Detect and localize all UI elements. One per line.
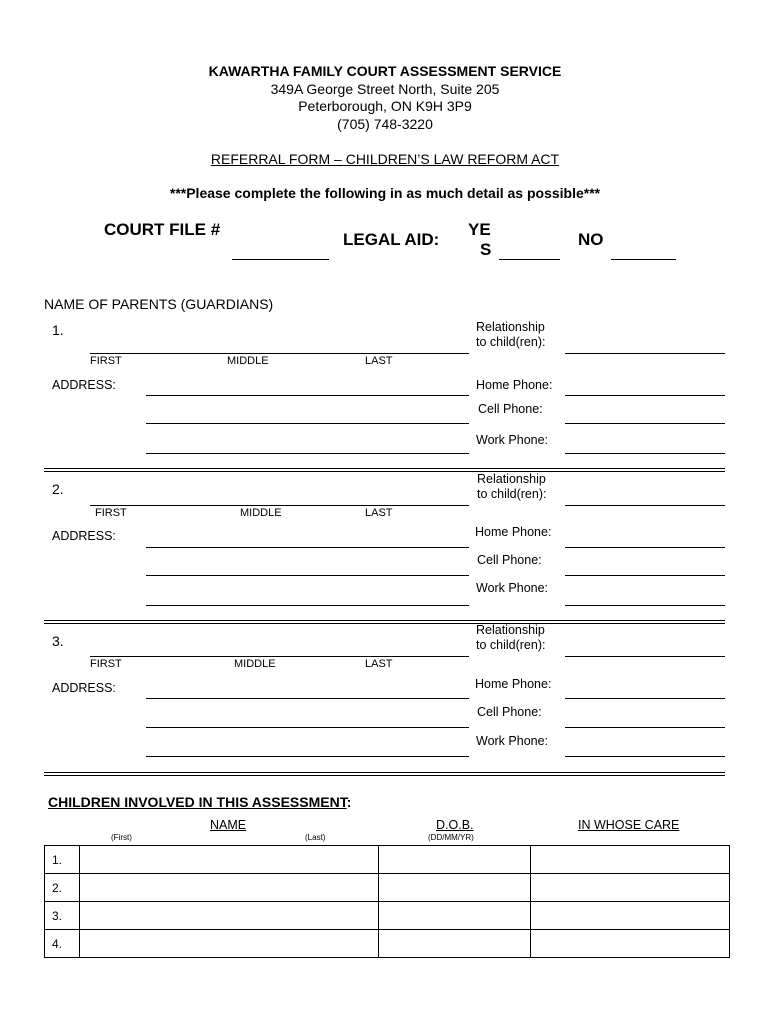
child-name-cell[interactable] — [79, 930, 378, 958]
form-title: REFERRAL FORM – CHILDREN’S LAW REFORM ACT — [210, 151, 560, 167]
dob-format-sublabel: (DD/MM/YR) — [428, 833, 474, 842]
work-phone-field[interactable] — [565, 605, 725, 606]
child-dob-cell[interactable] — [378, 846, 531, 874]
middle-name-label: MIDDLE — [234, 658, 276, 670]
parent-name-field[interactable] — [90, 353, 469, 354]
cell-phone-field[interactable] — [565, 727, 725, 728]
middle-name-label: MIDDLE — [227, 355, 269, 367]
relationship-label: Relationship — [477, 472, 546, 486]
home-phone-label: Home Phone: — [475, 525, 552, 539]
address-field-line2[interactable] — [146, 727, 469, 728]
child-name-cell[interactable] — [79, 874, 378, 902]
relationship-label: Relationship — [476, 320, 545, 334]
children-section-colon: : — [346, 794, 352, 810]
table-row — [45, 846, 730, 874]
first-name-sublabel: (First) — [111, 833, 132, 842]
address-field-line1[interactable] — [146, 395, 469, 396]
address-field-line3[interactable] — [146, 756, 469, 757]
section-divider — [44, 772, 725, 776]
child-care-cell[interactable] — [531, 874, 730, 902]
table-row — [45, 874, 730, 902]
last-name-label: LAST — [365, 355, 393, 367]
address-field-line3[interactable] — [146, 453, 469, 454]
last-name-label: LAST — [365, 658, 393, 670]
child-dob-cell[interactable] — [378, 874, 531, 902]
middle-name-label: MIDDLE — [240, 507, 282, 519]
cell-phone-label: Cell Phone: — [478, 402, 543, 416]
address-field-line1[interactable] — [146, 547, 469, 548]
address-field-line2[interactable] — [146, 575, 469, 576]
row-number: 1. — [45, 846, 80, 874]
first-name-label: FIRST — [90, 355, 122, 367]
work-phone-label: Work Phone: — [476, 581, 549, 595]
work-phone-label: Work Phone: — [476, 734, 549, 748]
children-section-title — [48, 794, 351, 810]
relationship-label-line2: to child(ren): — [477, 487, 547, 501]
address-label: ADDRESS: — [52, 529, 116, 543]
org-name: KAWARTHA FAMILY COURT ASSESSMENT SERVICE — [208, 63, 562, 79]
section-divider — [44, 468, 725, 472]
relationship-label: Relationship — [476, 623, 545, 637]
table-row — [45, 930, 730, 958]
cell-phone-label: Cell Phone: — [477, 705, 542, 719]
work-phone-field[interactable] — [565, 756, 725, 757]
row-number: 4. — [45, 930, 80, 958]
address-label: ADDRESS: — [52, 681, 116, 695]
dob-column-header: D.O.B. — [436, 818, 474, 832]
parent-number: 2. — [52, 481, 64, 497]
child-care-cell[interactable] — [531, 846, 730, 874]
row-number: 2. — [45, 874, 80, 902]
court-file-label: COURT FILE # — [104, 220, 221, 239]
court-file-field[interactable] — [232, 259, 329, 260]
children-section-label: CHILDREN INVOLVED IN THIS ASSESSMENT — [48, 794, 347, 810]
home-phone-label: Home Phone: — [476, 378, 553, 392]
cell-phone-label: Cell Phone: — [477, 553, 542, 567]
relationship-field[interactable] — [565, 656, 725, 657]
parent-name-field[interactable] — [90, 505, 469, 506]
child-name-cell[interactable] — [79, 846, 378, 874]
child-care-cell[interactable] — [531, 902, 730, 930]
legal-aid-no-field[interactable] — [611, 259, 676, 260]
legal-aid-yes-label-wrap: S — [480, 240, 492, 259]
address-field-line1[interactable] — [146, 698, 469, 699]
home-phone-label: Home Phone: — [475, 677, 552, 691]
last-name-sublabel: (Last) — [305, 833, 326, 842]
work-phone-field[interactable] — [565, 453, 725, 454]
first-name-label: FIRST — [95, 507, 127, 519]
child-name-cell[interactable] — [79, 902, 378, 930]
home-phone-field[interactable] — [565, 395, 725, 396]
child-dob-cell[interactable] — [378, 902, 531, 930]
address-label: ADDRESS: — [52, 378, 116, 392]
relationship-field[interactable] — [565, 505, 725, 506]
org-phone: (705) 748-3220 — [337, 116, 433, 132]
name-column-header: NAME — [210, 818, 247, 832]
org-address-line1: 349A George Street North, Suite 205 — [270, 81, 500, 97]
address-field-line2[interactable] — [146, 423, 469, 424]
relationship-label-line2: to child(ren): — [476, 335, 546, 349]
parent-number: 1. — [52, 322, 64, 338]
instruction-text: ***Please complete the following in as much detail as possible*** — [169, 185, 601, 201]
relationship-label-line2: to child(ren): — [476, 638, 546, 652]
child-dob-cell[interactable] — [378, 930, 531, 958]
org-address-line2: Peterborough, ON K9H 3P9 — [298, 98, 472, 114]
parent-name-field[interactable] — [90, 656, 469, 657]
table-row — [45, 902, 730, 930]
cell-phone-field[interactable] — [565, 423, 725, 424]
last-name-label: LAST — [365, 507, 393, 519]
cell-phone-field[interactable] — [565, 575, 725, 576]
parent-number: 3. — [52, 633, 64, 649]
address-field-line3[interactable] — [146, 605, 469, 606]
legal-aid-yes-label: YE — [468, 220, 491, 239]
relationship-field[interactable] — [565, 353, 725, 354]
legal-aid-yes-field[interactable] — [499, 259, 560, 260]
parents-section-label: NAME OF PARENTS (GUARDIANS) — [44, 296, 274, 312]
first-name-label: FIRST — [90, 658, 122, 670]
legal-aid-no-label: NO — [578, 230, 604, 249]
section-divider — [44, 620, 725, 624]
legal-aid-label: LEGAL AID: — [343, 230, 440, 249]
home-phone-field[interactable] — [565, 547, 725, 548]
care-column-header: IN WHOSE CARE — [578, 818, 680, 832]
row-number: 3. — [45, 902, 80, 930]
home-phone-field[interactable] — [565, 698, 725, 699]
children-table — [44, 845, 730, 958]
work-phone-label: Work Phone: — [476, 433, 549, 447]
child-care-cell[interactable] — [531, 930, 730, 958]
